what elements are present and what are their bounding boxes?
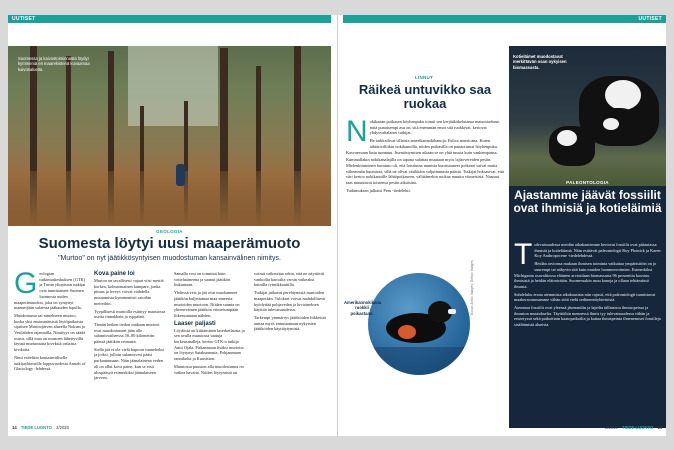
right-section-tag: UUTISET: [638, 16, 662, 22]
left-column-2: [94, 271, 166, 383]
left-col2-p1: Murtoo on tavallisesti vajaat viisi metriä korkea, kolmiomainen kumpare, jonka pituus ja leveys voivat vaihdella muutamista kymmeniisti satoihin metreihin.: [94, 278, 164, 306]
right-headline: Ajastamme jäävät fossiilit ovat ihmisiä ja kotieläimiä: [513, 188, 662, 215]
middle-body: [346, 115, 504, 195]
left-col1-p2: Muodostuma sai nimekseen murtoo, koska yksi ensimmäisistä löytöpaikoista sijaitsee Murtoojärven alueella Nokian ja Vesilahden rajamailla. Nimityys on säädä osuva, sillä mua on murtoen lähettyvillä täysnä murtumutta kiveksiä ortlaisia kivikoita.: [14, 312, 86, 353]
left-section-tag: UUTISET: [12, 16, 36, 22]
left-col2-p3: Tämän hetken tiedon mukaan murtoot ovat muodostuneet jään alle sulamisvaiheessa 50–80 kilometrin päässä jäätikön reunasta.: [94, 321, 160, 345]
left-headline: Suomesta löytyi uusi maaperämuoto: [38, 235, 301, 252]
right-footer-issue: 2/2020: [605, 425, 618, 430]
right-dropcap: T: [514, 238, 533, 271]
cows-photo: [509, 46, 666, 186]
cows-caption: Kotieläimet muodostavat merkittävän osan nykyisen biomassasta.: [513, 54, 567, 70]
middle-headline: Räikeä untuvikko saa ruokaa: [358, 82, 492, 111]
page-gutter: [337, 15, 338, 436]
right-p2: Heidän arvionsa mukaan ihmisen toiminta vaikuttaa ympäristöön on jo suurempi tai näkyvin sitä kuin muiden luonnonvoimien. Esimerkiksi Michiganin osavaltiossa eläinten arvioidaan biomassasta 96 prosenttia koostuu ihmisistä ja heidän eläimistään. Suomessakin asuu kanoja ja ollaan tehtämässä ilmasta.: [514, 261, 657, 289]
right-p3: Suhdeluku eroaa aiemmista aikakausista niin rajusti, että paleontologit tunnistavat maakerrostumamme vähän siitä vielä sedimenttiyhteisöstä.: [514, 291, 656, 303]
right-kicker: PALEONTOLOGIA: [566, 180, 609, 185]
left-col4-p2: Tutkijat jatkavat perehtymistä murtoiden maaperään. Tulokset voivat mahdollisesti hyödyttää pohjaveden ja kiviaineksen käyttöä tulevaisuudessa.: [254, 290, 326, 313]
right-footer: [605, 425, 662, 430]
left-column-1: [14, 267, 86, 374]
forest-photo-caption: Suomessa ja kaivostoiminnasta löydyt kymmeniä eri maarekisteriä kuvaamaa kaivosalueita.: [18, 56, 90, 72]
coot-photo: [368, 273, 470, 375]
middle-p2: He tarkkailivat sillaista amerikannokikanoja, Fulica americana. Kuten tähtärivilliikin nokikanoilla, niiden poikasilla on punaoranssi höyhenpuku. Kasvaessaan lintu tummuu. Itsenäistymisen aikaan se on yhtä musta kuin vanhempansa.: [346, 138, 498, 155]
left-col4-p3: Tarkempi ymmärrys jäätiköiden liikkeistä auttaa myös ennustamaan nykyisten jäätiköiden käyttäytymistä.: [254, 314, 326, 332]
left-dropcap: G: [14, 267, 38, 300]
right-footer-title: TIEDE LUONTO: [622, 425, 654, 430]
left-col3-p1: Samalla vesi on toiminut kuin voiteluaineena ja saanut jäätikön liukumaan.: [174, 271, 231, 288]
left-col2-p2: Tyypillisesti murtoilla esiintyy maastossa useita rinnakkain ja ryppäinä.: [94, 308, 166, 320]
left-page-number: 14: [12, 425, 17, 430]
coot-photo-label: Amerikannokikana ruokkii poikastaan.: [344, 300, 382, 316]
left-column-3: [174, 271, 246, 377]
left-footer-issue: 2/2020: [56, 425, 69, 430]
middle-dropcap: N: [346, 115, 368, 148]
hiker-figure: [176, 164, 185, 186]
middle-p4: Tutkimuksen julkaisi Peas -tiedelehti.: [346, 187, 411, 193]
left-kicker: GEOLOGIA: [156, 229, 183, 234]
left-col3-p2: Yhdessä vesi ja jää ovat muokanneet jäätikön kuljettamaa maa-aineesta murtoiden muotoon. Niiden suunta on yhteneväinen jäätikön viimeisimpään liikesuuntaan nähden.: [174, 290, 240, 318]
right-p4: Aiemmat fossiilit ovat yleensä jäsenanilin ja lajeilta tällaisissa ihmisopeissa ja ilmaston muutokselta. Täyttöihin mennessä ihmis tyy tulevaisuudessa vähän ja eristetyssä sekä paikoittain kaatopaikoilta ja kattaa ihmispeinta ilmenemiset fossiileja sisältämistä alueista.: [514, 305, 661, 328]
left-col2-p4: Siellä jää ei ole vielä kuporut tunneleiksi ja joiksi, jolloin sulamisvesi pääsi purkautumaan. Näin jäänalainena veden ali on ollut kova paine, kun se etsii ulospääsyä esimerkiksi jäänalaiseen järveen.: [94, 346, 165, 381]
left-footer-title: TIEDE LUONTO: [20, 425, 52, 430]
magazine-spread: [8, 15, 666, 436]
left-col1-p1: eologian tutkimuskeskuksen (GTK) ja Turun yliopiston tutkijat ovat tunnistaneet Suomen luonnosta uuden maaperämuodon, joka on syntynyt mannerjään sulaessa jääkauden lopulla.: [14, 271, 86, 311]
right-body: [514, 238, 661, 330]
left-col3-subhead: Laaser paljasti: [174, 320, 216, 327]
right-dark-panel: [509, 46, 666, 428]
left-lede: "Murtoo" on nyt jäätikkösyntyisen muodostuman kansainvälinen nimitys.: [58, 255, 281, 262]
middle-kicker: LINNUT: [414, 75, 434, 80]
left-section-bar: [8, 15, 331, 23]
left-col4-p1: voinut vaikeuttaa sekin, että ne näyttävät vanhoilta kartoilta varsin vaikeaksi kuinilla rytmikkauttilla.: [254, 271, 325, 288]
right-section-bar: [343, 15, 666, 23]
photo-credit: Kuvat: Arctic Images; Gettyn Images: [470, 260, 474, 315]
left-column-4: [254, 271, 328, 334]
left-col2-subhead: Kova paine loi: [94, 271, 135, 277]
middle-p1: okikanan poikasen höyhenpuku toimii sen kerjääkäkelutansa maisostaduna: mitä punaisempi asu on, sitä enemmän emot sitä ruokkivat, kertovat yhdysvaltalaiset tutkijat.: [369, 119, 500, 136]
left-col1-p3: Nimi esiteltiin kansainväliselle tutkijayhteisölle loppuvuodesta Annals of Glaciology -lehdessä.: [14, 354, 86, 372]
left-col3-p4: Maastossa puuston alla muodostumia on vaikea havaita. Niiden löytymistä on: [174, 363, 244, 375]
left-col3-p3: Löydöstä on kiittäminen laserkeilausta ja sen avulla maastosta saatuja korkeusmalleja, kertoo GTK:n tutkija Antti Ojala. Pirkanmaan lisäksi murtoita on löytynyt Satakunnasta, Pohjanmaan rannikolta ja Kuusiston.: [174, 327, 245, 362]
forest-photo: [8, 46, 331, 226]
chick-figure: [398, 325, 416, 339]
right-page-number: 15: [657, 425, 662, 430]
left-footer: [12, 425, 69, 430]
right-p1: ulevaisuudessa meidän aikakautemme kertovat fossiilit ovat pääasiassa ihmisiä ja kotieläimiä. Näin esittävät paleontologit Roy Plotnick ja Karen Koy Anthropocene -tiedelehdessä.: [534, 242, 661, 259]
middle-p3: Kummallakin nokikanalajilla on tapana sulattaa muutaan myös lajitovereiden pesiin. Mielenkiintoinen havainto oli, että loisituina munista kuoriutuneet poikaset saivat muita vähemmän huomiota, sillä ne olivat värikkäin valjuimmasta päästä. Tutkijat hoksasivat, että väri kertoo nokikanoille lähtöpoikaseen, välittämekin ruokaa muuttu viimeisistä. Naaraat taas muuntavat toistensa pesiin aikuisina.: [346, 157, 504, 186]
